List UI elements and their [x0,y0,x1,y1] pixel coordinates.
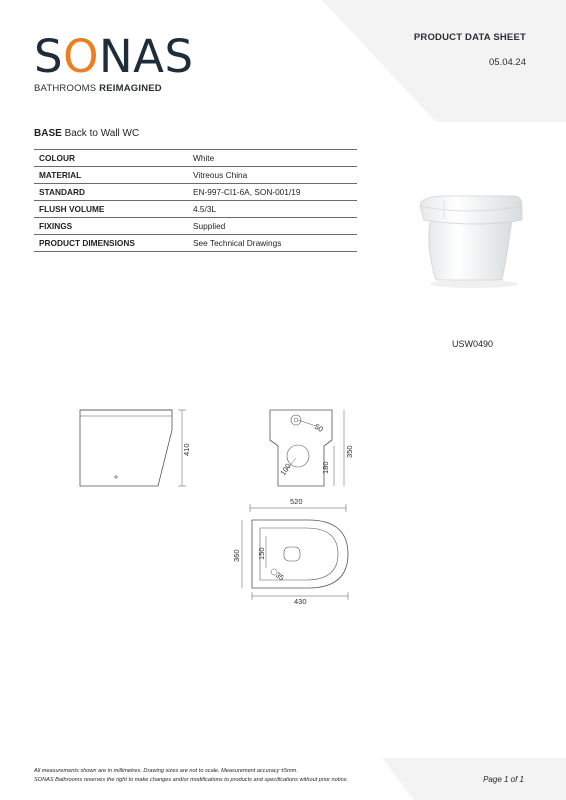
spec-value: Supplied [188,218,357,235]
spec-label: FLUSH VOLUME [34,201,188,218]
spec-value: Vitreous China [188,167,357,184]
spec-table [34,149,357,252]
spec-label: STANDARD [34,184,188,201]
spec-row [34,218,357,235]
back-view-drawing [262,400,362,495]
dim-back-inner: 180 [321,461,330,474]
dim-side-height: 410 [182,443,191,456]
dim-back-outlet: 100 [278,461,293,478]
brand-logo [34,30,194,94]
logo-wordmark: SONAS [34,30,194,83]
tagline-bold: REIMAGINED [99,83,162,94]
brand-tagline [34,83,194,94]
spec-row [34,150,357,167]
dim-top-width: 360 [232,549,241,562]
product-title [34,128,139,139]
spec-row [34,167,357,184]
spec-value: White [188,150,357,167]
tagline-light: BATHROOMS [34,83,97,94]
spec-label: COLOUR [34,150,188,167]
footer-note-line1: All measurements shown are in millimetres. Drawing sizes are not to scale. Measurement accuracy ±5mm. [34,768,298,774]
product-name-rest: Back to Wall WC [61,128,140,139]
spec-value: See Technical Drawings [188,235,357,252]
dim-top-inner: 150 [257,547,266,560]
spec-label: FIXINGS [34,218,188,235]
dim-back-hole: 50 [313,421,325,434]
product-image [406,190,531,290]
document-title: PRODUCT DATA SHEET [413,32,526,43]
page-number: Page 1 of 1 [483,775,524,784]
side-view-drawing [78,400,198,495]
document-date: 05.04.24 [489,57,526,68]
footer-note-line2: SONAS Bathrooms reserves the right to make changes and/or modifications to products and specifications without prior notice. [34,777,349,783]
spec-row [34,184,357,201]
top-view-drawing [228,496,358,606]
product-name-bold: BASE [34,128,62,139]
dim-top-length: 520 [290,497,303,506]
footer-note [34,767,348,785]
spec-row [34,235,357,252]
spec-label: MATERIAL [34,167,188,184]
dim-top-hole: 35 [273,570,286,583]
spec-label: PRODUCT DIMENSIONS [34,235,188,252]
dim-back-total: 350 [345,445,354,458]
spec-row [34,201,357,218]
dim-top-bottom: 430 [294,597,307,606]
product-sku: USW0490 [452,339,494,349]
spec-value: EN-997-CI1-6A, SON-001/19 [188,184,357,201]
spec-value: 4.5/3L [188,201,357,218]
